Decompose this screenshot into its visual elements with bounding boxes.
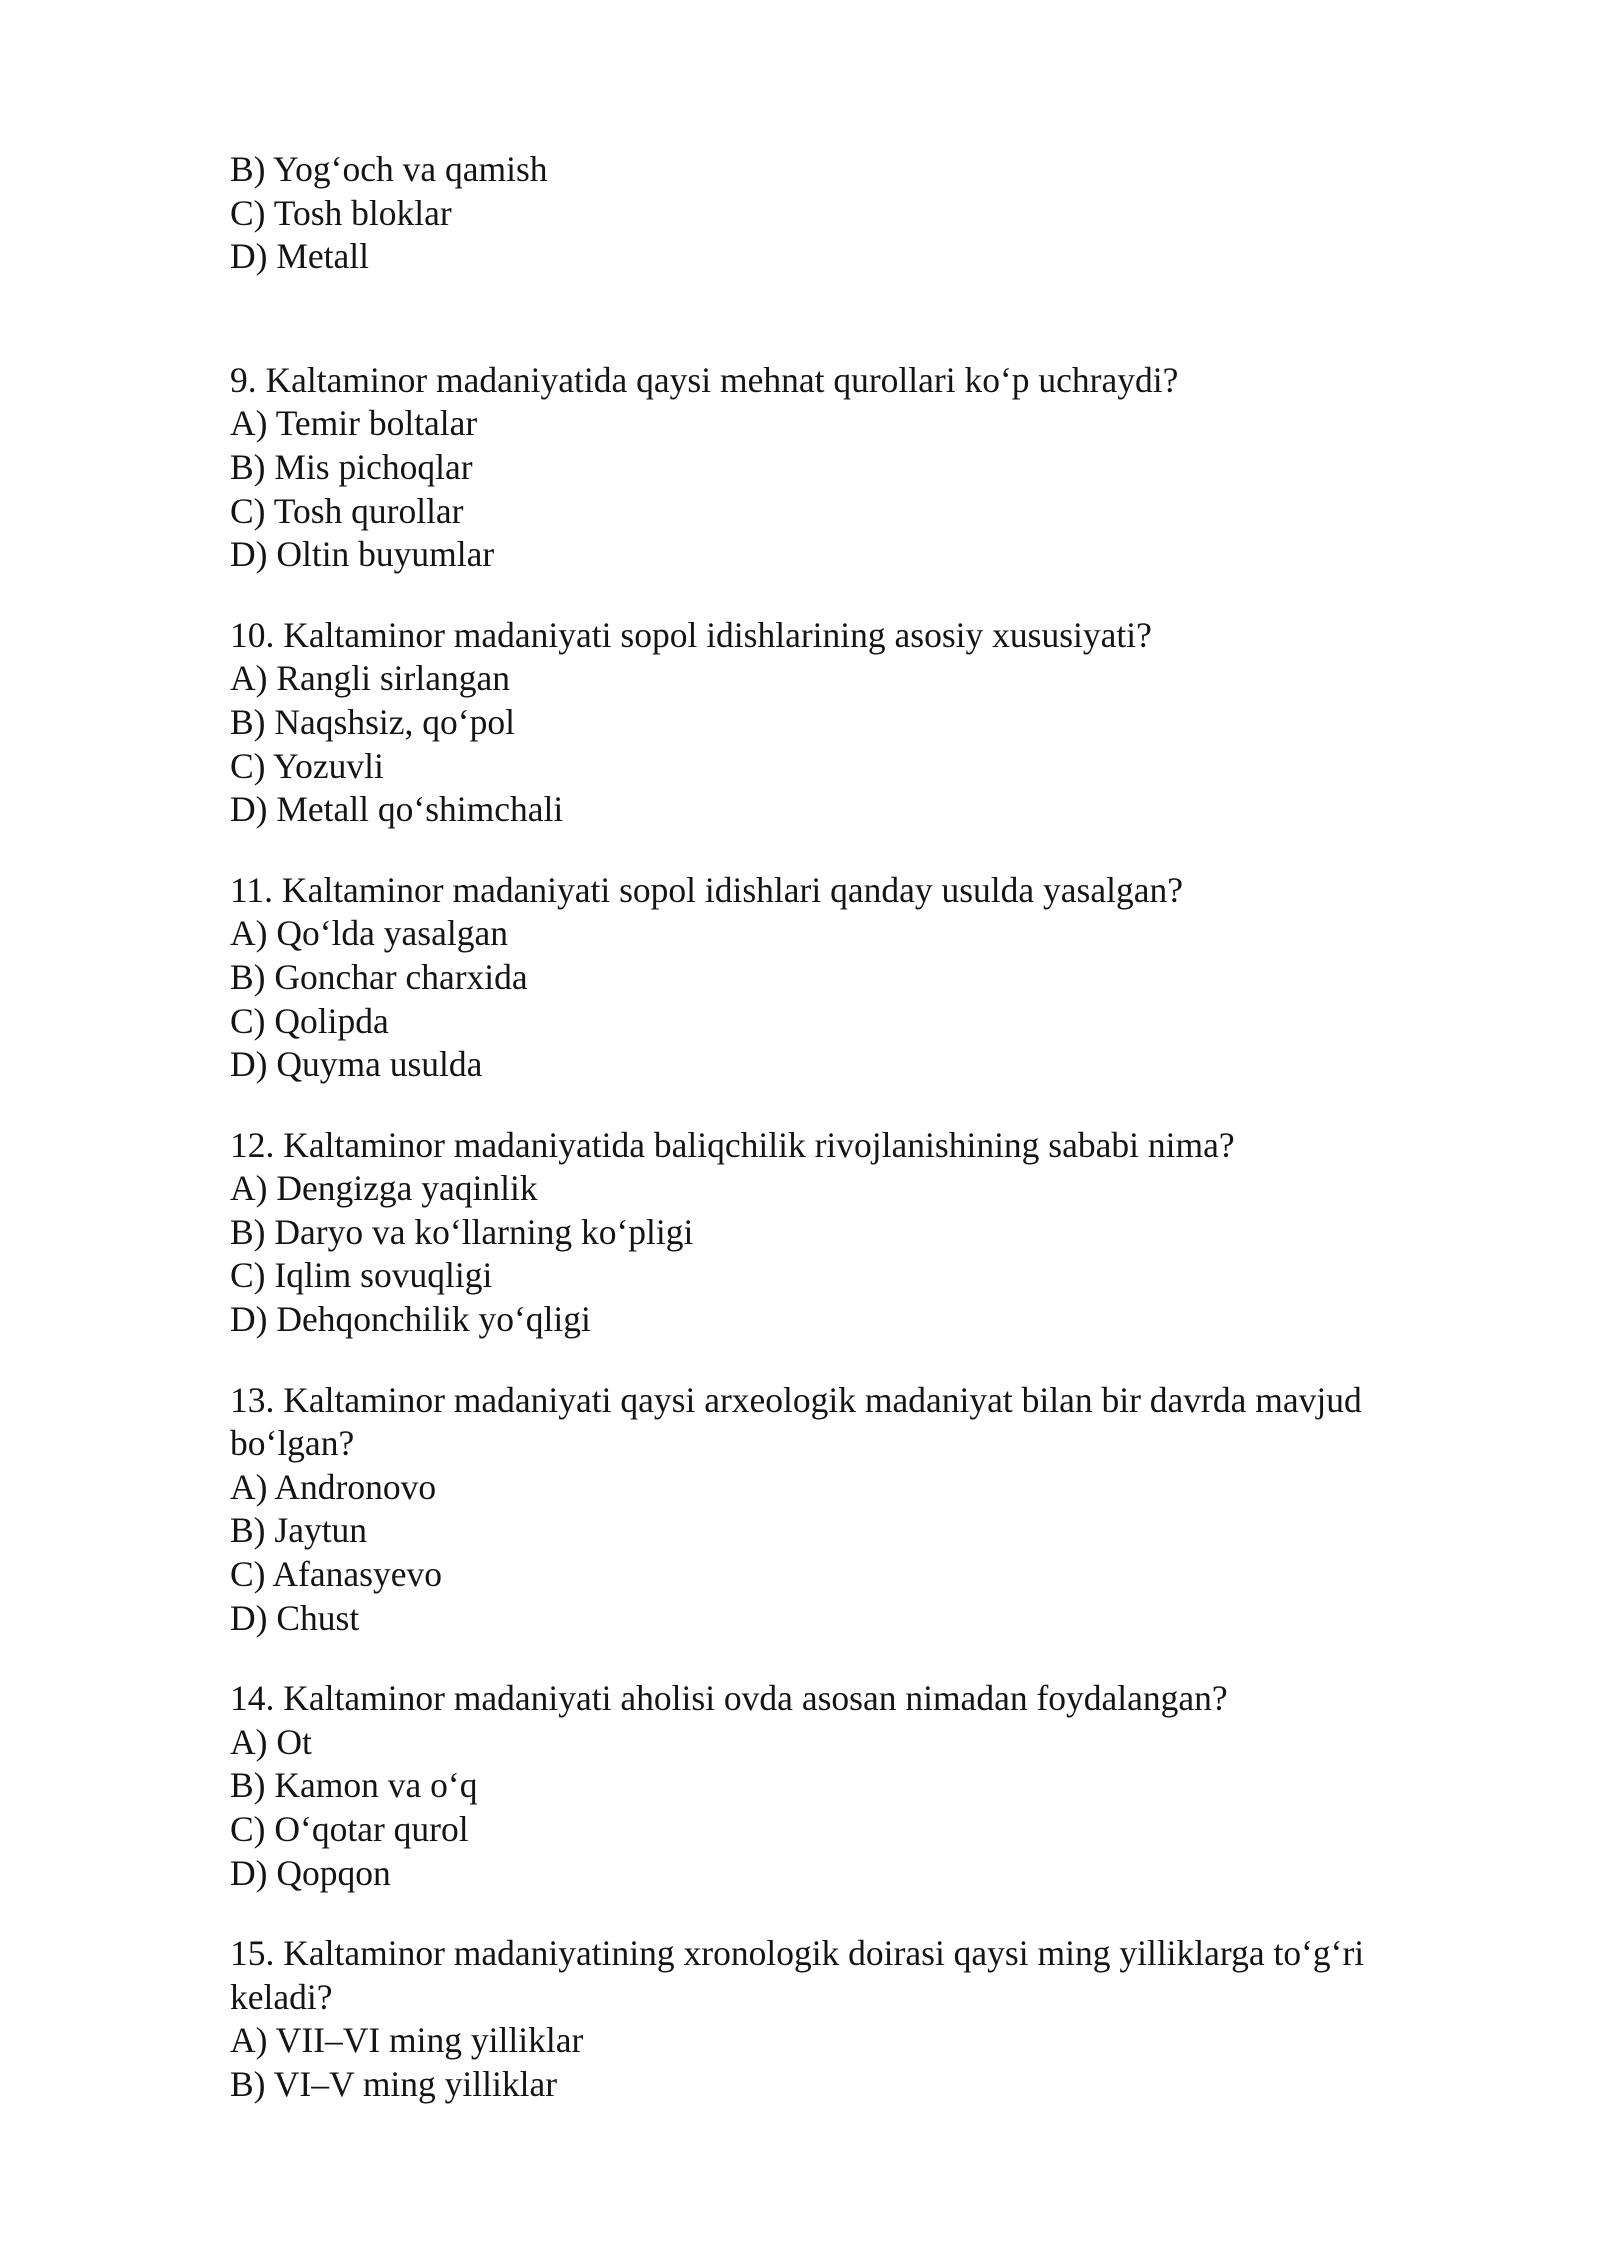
- question-text: 15. Kaltaminor madaniyatining xronologik doirasi qaysi ming yilliklarga to‘g‘ri keladi?: [230, 1933, 1374, 2017]
- question-block: [230, 359, 1450, 577]
- question-block: [230, 1379, 1450, 1641]
- question-block: [230, 1124, 1450, 1342]
- carryover-options: [230, 148, 1450, 279]
- answer-option: C) Iqlim sovuqligi: [230, 1255, 493, 1296]
- answer-option: D) Metall qo‘shimchali: [230, 789, 564, 830]
- question-block: [230, 1677, 1450, 1895]
- answer-option: B) Gonchar charxida: [230, 956, 528, 997]
- answer-option: D) Oltin buyumlar: [230, 534, 495, 575]
- answer-option: C) O‘qotar qurol: [230, 1809, 469, 1849]
- answer-option: C) Tosh qurollar: [230, 490, 464, 531]
- answer-option: C) Afanasyevo: [230, 1554, 442, 1595]
- answer-option: D) Dehqonchilik yo‘qligi: [230, 1299, 591, 1340]
- answer-option: A) Temir boltalar: [230, 403, 478, 444]
- answer-option: C) Tosh bloklar: [230, 192, 452, 233]
- answer-option: B) Yog‘och va qamish: [230, 149, 548, 189]
- answer-option: A) Qo‘lda yasalgan: [230, 913, 508, 954]
- question-text: 12. Kaltaminor madaniyatida baliqchilik rivojlanishining sababi nima?: [230, 1124, 1235, 1165]
- answer-option: D) Metall: [230, 236, 370, 277]
- question-text: 9. Kaltaminor madaniyatida qaysi mehnat qurollari ko‘p uchraydi?: [230, 359, 1179, 400]
- answer-option: D) Qopqon: [230, 1852, 391, 1893]
- question-block: [230, 1932, 1450, 2106]
- answer-option: A) Ot: [230, 1721, 312, 1762]
- answer-option: A) Dengizga yaqinlik: [230, 1168, 538, 1209]
- answer-option: D) Quyma usulda: [230, 1044, 483, 1085]
- answer-option: B) Naqshsiz, qo‘pol: [230, 701, 515, 742]
- document-page: [230, 148, 1450, 2107]
- question-block: [230, 869, 1450, 1087]
- question-block: [230, 614, 1450, 832]
- question-text: 11. Kaltaminor madaniyati sopol idishlari qanday usulda yasalgan?: [230, 869, 1184, 910]
- answer-option: B) Kamon va o‘q: [230, 1765, 478, 1806]
- answer-option: D) Chust: [230, 1597, 360, 1638]
- answer-option: B) VI–V ming yilliklar: [230, 2063, 558, 2104]
- question-text: 10. Kaltaminor madaniyati sopol idishlarining asosiy xususiyati?: [230, 614, 1152, 655]
- answer-option: B) Daryo va ko‘llarning ko‘pligi: [230, 1211, 694, 1252]
- answer-option: C) Yozuvli: [230, 745, 384, 786]
- answer-option: A) Andronovo: [230, 1466, 437, 1507]
- answer-option: B) Jaytun: [230, 1510, 368, 1551]
- question-text: 13. Kaltaminor madaniyati qaysi arxeologik madaniyat bilan bir davrda mavjud bo‘lgan?: [230, 1379, 1371, 1464]
- answer-option: C) Qolipda: [230, 1000, 389, 1041]
- question-text: 14. Kaltaminor madaniyati aholisi ovda asosan nimadan foydalangan?: [230, 1678, 1228, 1719]
- answer-option: A) VII–VI ming yilliklar: [230, 2020, 584, 2061]
- answer-option: A) Rangli sirlangan: [230, 658, 510, 699]
- answer-option: B) Mis pichoqlar: [230, 446, 473, 487]
